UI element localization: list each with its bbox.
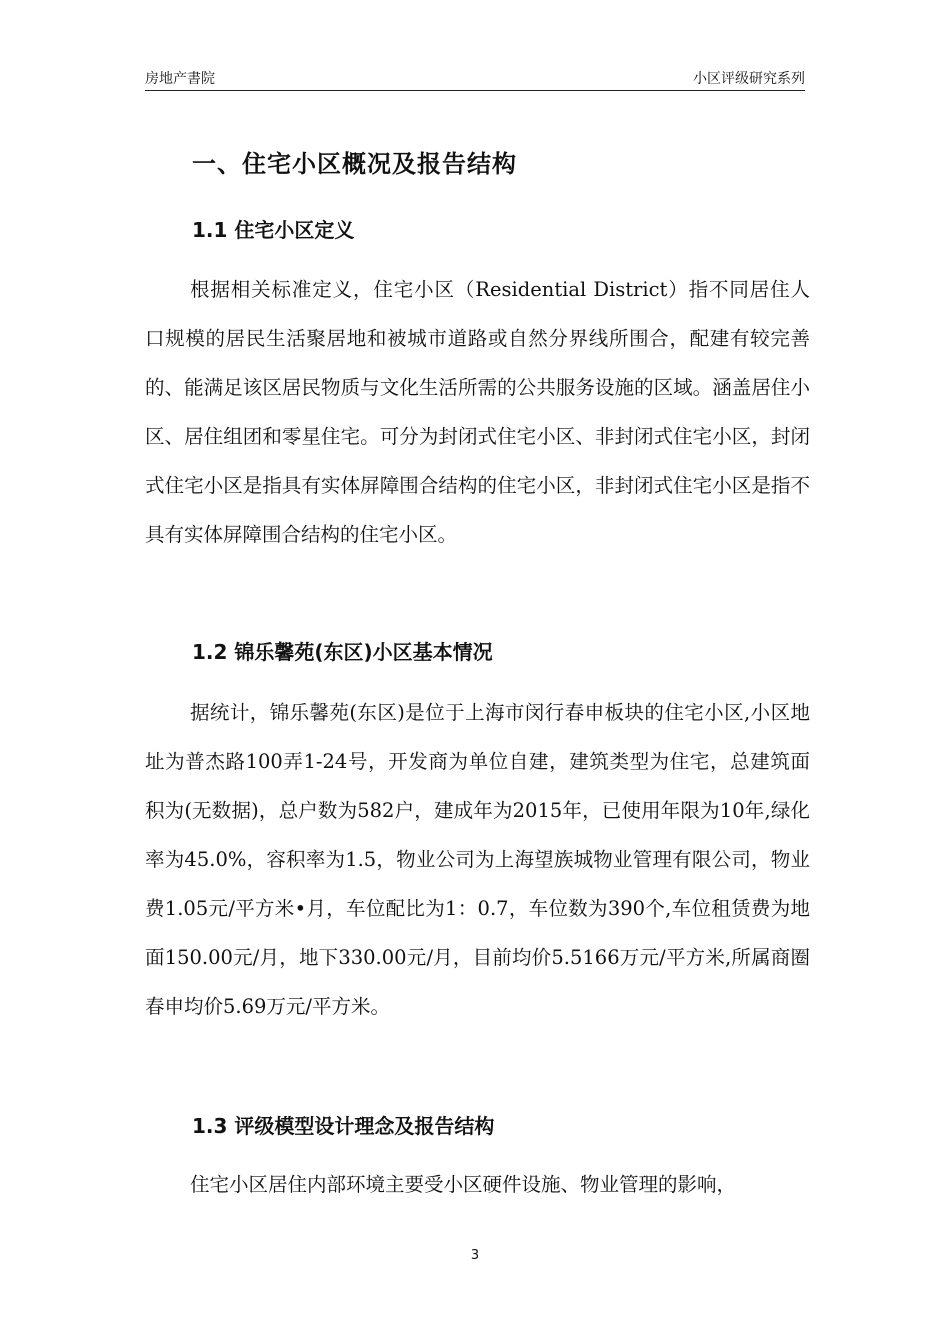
chapter-title: 一、住宅小区概况及报告结构 xyxy=(192,150,517,178)
section-paragraph-1-2: 据统计，锦乐馨苑(东区)是位于上海市闵行春申板块的住宅小区,小区地址为普杰路100弄1-24号，开发商为单位自建，建筑类型为住宅，总建筑面积为(无数据)，总户数为582户，建成年为2015年，已使用年限为10年,绿化率为45.0%，容积率为1.5，物业公司为上海望族城物业管理有限公司，物业费1.05元/平方米•月，车位配比为1：0.7，车位数为390个,车位租赁费为地面150.00元/月，地下330.00元/月，目前均价5.5166万元/平方米,所属商圈春申均价5.69万元/平方米。 xyxy=(145,701,810,1018)
header-publisher: 房地产書院 xyxy=(145,71,215,87)
header-series: 小区评级研究系列 xyxy=(693,71,805,87)
page-header xyxy=(145,66,805,91)
page-number: 3 xyxy=(470,1248,480,1263)
section-title-1-1: 1.1 住宅小区定义 xyxy=(192,218,355,242)
section-title-1-3: 1.3 评级模型设计理念及报告结构 xyxy=(192,1114,495,1138)
section-title-1-2: 1.2 锦乐馨苑(东区)小区基本情况 xyxy=(192,640,493,664)
section-paragraph-1-3: 住宅小区居住内部环境主要受小区硬件设施、物业管理的影响， xyxy=(190,1173,737,1196)
section-paragraph-1-1: 根据相关标准定义，住宅小区（Residential District）指不同居住人口规模的居民生活聚居地和被城市道路或自然分界线所围合，配建有较完善的、能满足该区居民物质与文化生活所需的公共服务设施的区域。涵盖居住小区、居住组团和零星住宅。可分为封闭式住宅小区、非封闭式住宅小区，封闭式住宅小区是指具有实体屏障围合结构的住宅小区，非封闭式住宅小区是指不具有实体屏障围合结构的住宅小区。 xyxy=(145,278,810,546)
